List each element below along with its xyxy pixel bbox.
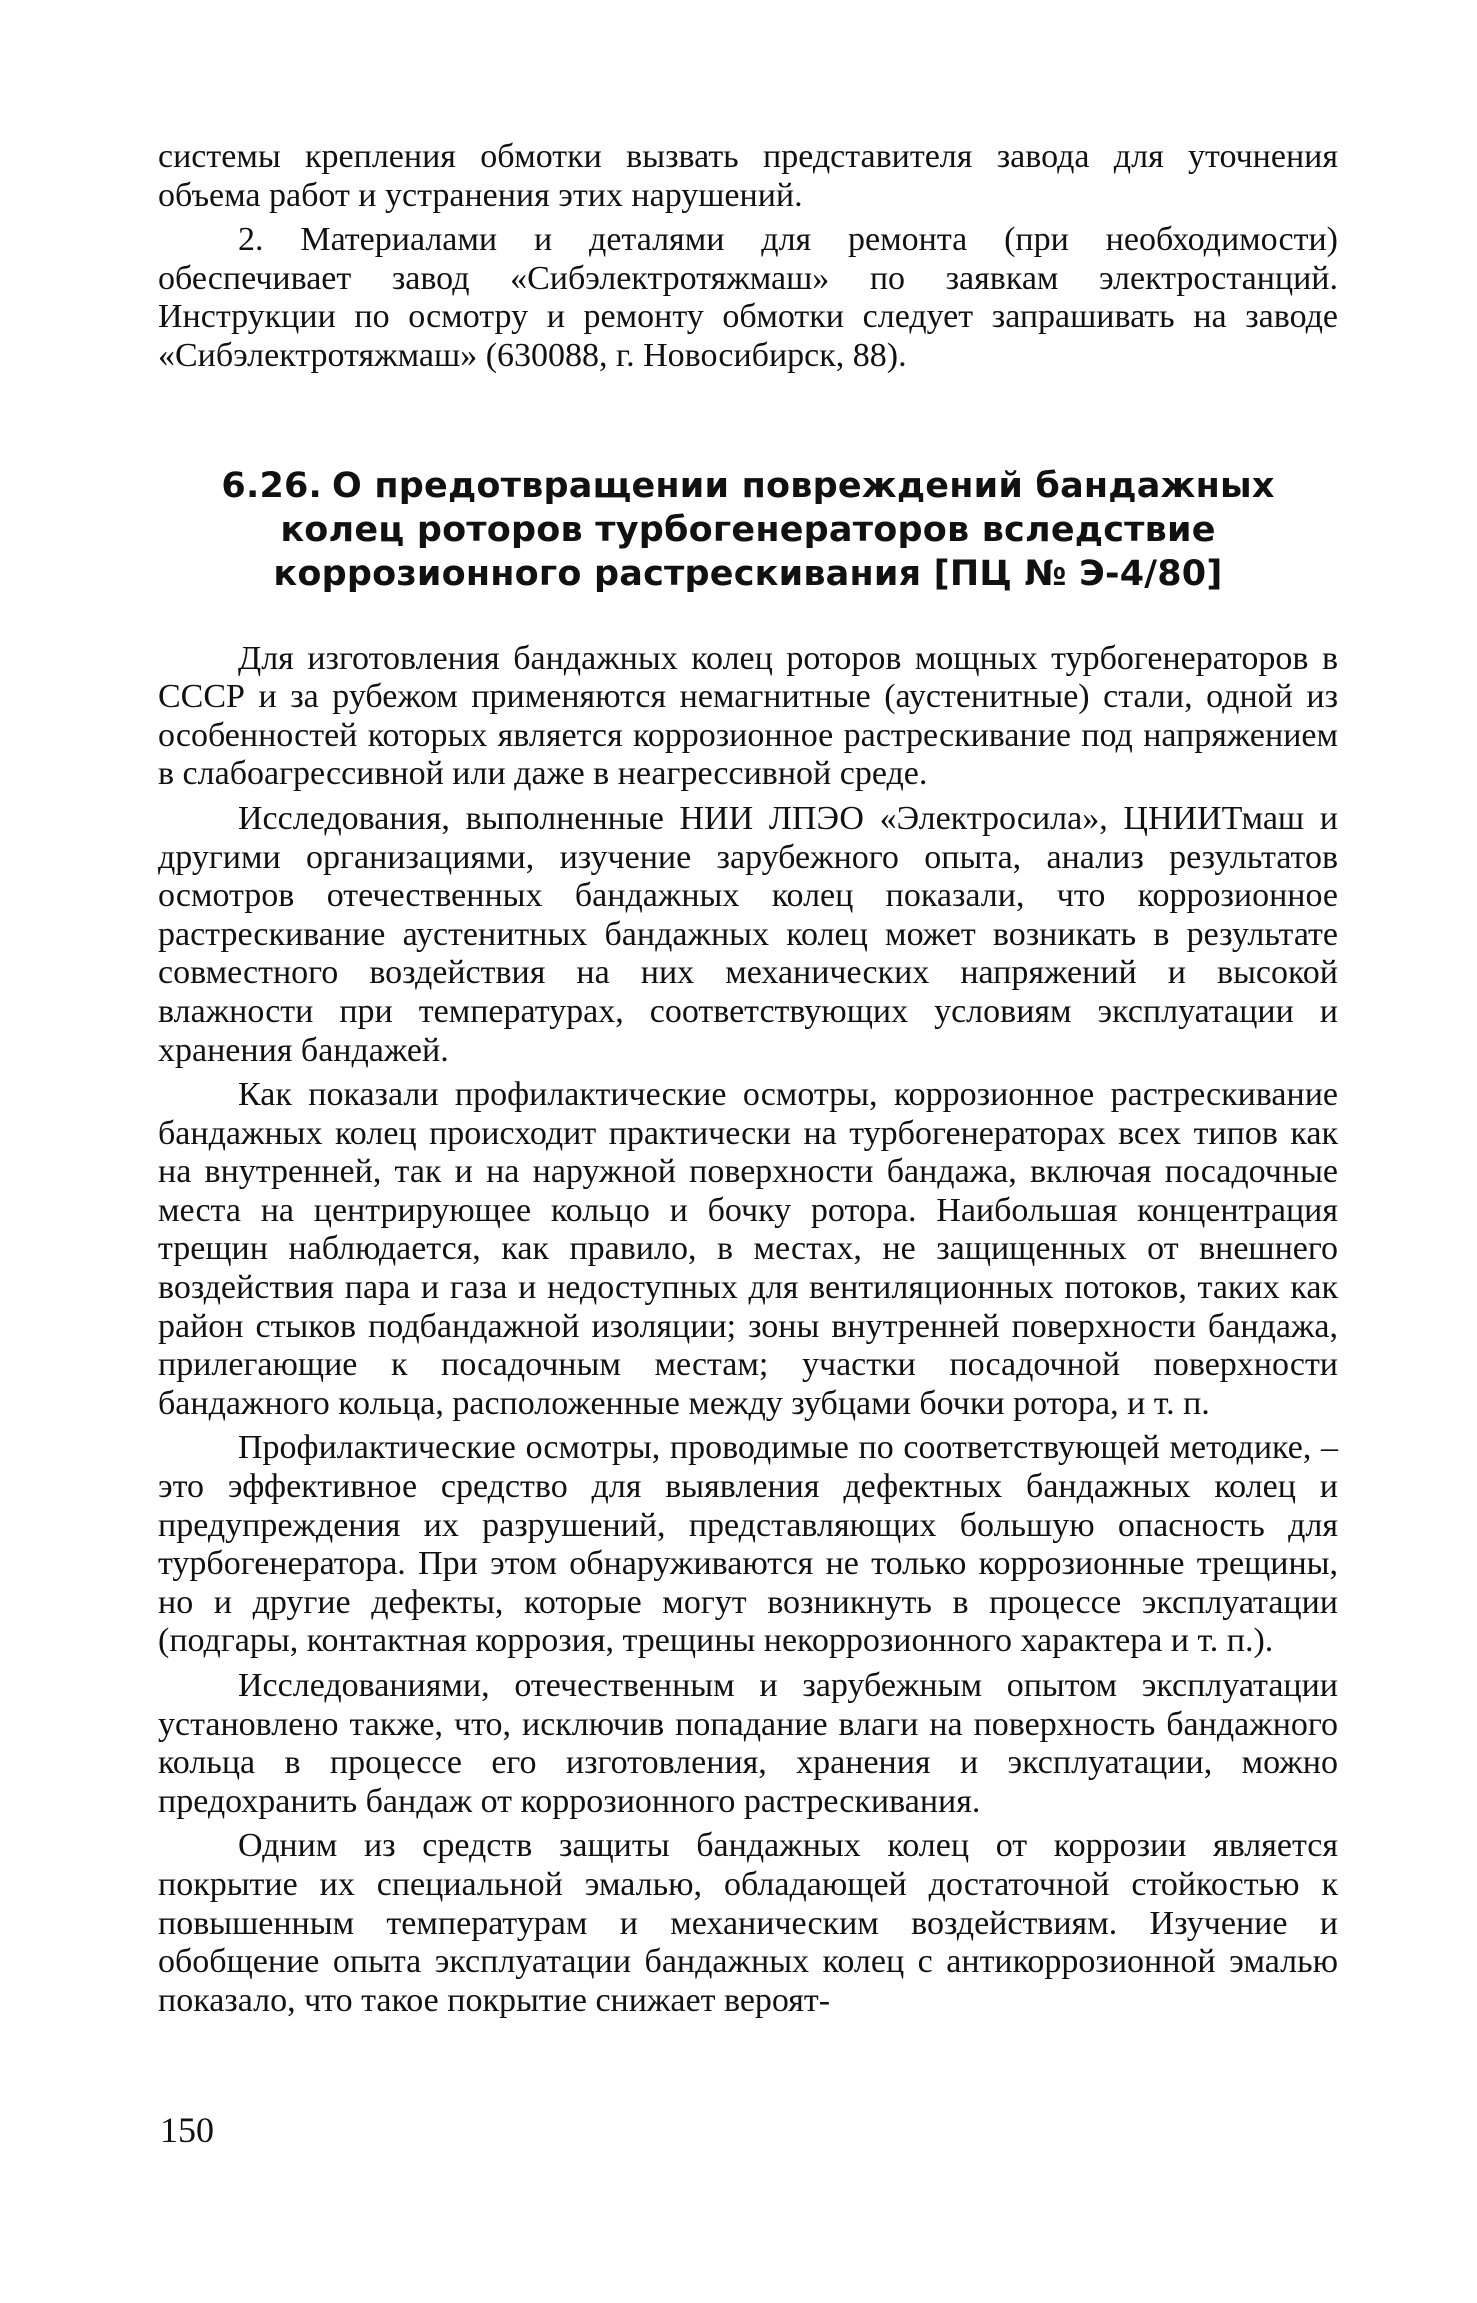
section-number: 6.26. (221, 465, 323, 506)
numbered-paragraph-2: 2. Материалами и деталями для ремонта (при необходимости) обеспечивает завод «Сибэлектротяжмаш» по заявкам электростанций. Инструкции по осмотру и ремонту обмотки следует запрашивать на заводе «Сибэлектротяжмаш» (630088, г. Новосибирск, 88). (158, 221, 1338, 374)
section-title: О предотвращении повреждений бандажных колец роторов турбогенераторов вследствие коррозионного растрескивания [ПЦ № Э-4/80] (273, 465, 1275, 594)
section-heading (158, 464, 1338, 596)
continuation-paragraph: системы крепления обмотки вызвать представителя завода для уточнения объема работ и устранения этих нарушений. (158, 138, 1338, 214)
body-paragraph: Исследованиями, отечественным и зарубежным опытом эксплуатации установлено также, что, исключив попадание влаги на поверхность бандажного кольца в процессе его изготовления, хранения и эксплуатации, можно предохранить бандаж от коррозионного растрескивания. (158, 1667, 1338, 1820)
page-body (158, 138, 1338, 2020)
body-paragraph: Как показали профилактические осмотры, коррозионное растрескивание бандажных колец происходит практически на турбогенераторах всех типов как на внутренней, так и на наружной поверхности бандажа, включая посадочные места на центрирующее кольцо и бочку ротора. Наибольшая концентрация трещин наблюдается, как правило, в местах, не защищенных от внешнего воздействия пара и газа и недоступных для вентиляционных потоков, таких как район стыков подбандажной изоляции; зоны внутренней поверхности бандажа, прилегающие к посадочным местам; участки посадочной поверхности бандажного кольца, расположенные между зубцами бочки ротора, и т. п. (158, 1076, 1338, 1422)
body-paragraph: Одним из средств защиты бандажных колец от коррозии является покрытие их специальной эмалью, обладающей достаточной стойкостью к повышенным температурам и механическим воздействиям. Изучение и обобщение опыта эксплуатации бандажных колец с антикоррозионной эмалью показало, что такое покрытие снижает вероят- (158, 1827, 1338, 2019)
body-paragraph: Исследования, выполненные НИИ ЛПЭО «Электросила», ЦНИИТмаш и другими организациями, изучение зарубежного опыта, анализ результатов осмотров отечественных бандажных колец показали, что коррозионное растрескивание аустенитных бандажных колец может возникать в результате совместного воздействия на них механических напряжений и высокой влажности при температурах, соответствующих условиям эксплуатации и хранения бандажей. (158, 799, 1338, 1069)
body-paragraph: Для изготовления бандажных колец роторов мощных турбогенераторов в СССР и за рубежом применяются немагнитные (аустенитные) стали, одной из особенностей которых является коррозионное растрескивание под напряжением в слабоагрессивной или даже в неагрессивной среде. (158, 639, 1338, 793)
page-number: 150 (160, 2110, 214, 2150)
body-paragraph: Профилактические осмотры, проводимые по соответствующей методике, – это эффективное средство для выявления дефектных бандажных колец и предупреждения их разрушений, представляющих большую опасность для турбогенератора. При этом обнаруживаются не только коррозионные трещины, но и другие дефекты, которые могут возникнуть в процессе эксплуатации (подгары, контактная коррозия, трещины некоррозионного характера и т. п.). (158, 1429, 1338, 1660)
